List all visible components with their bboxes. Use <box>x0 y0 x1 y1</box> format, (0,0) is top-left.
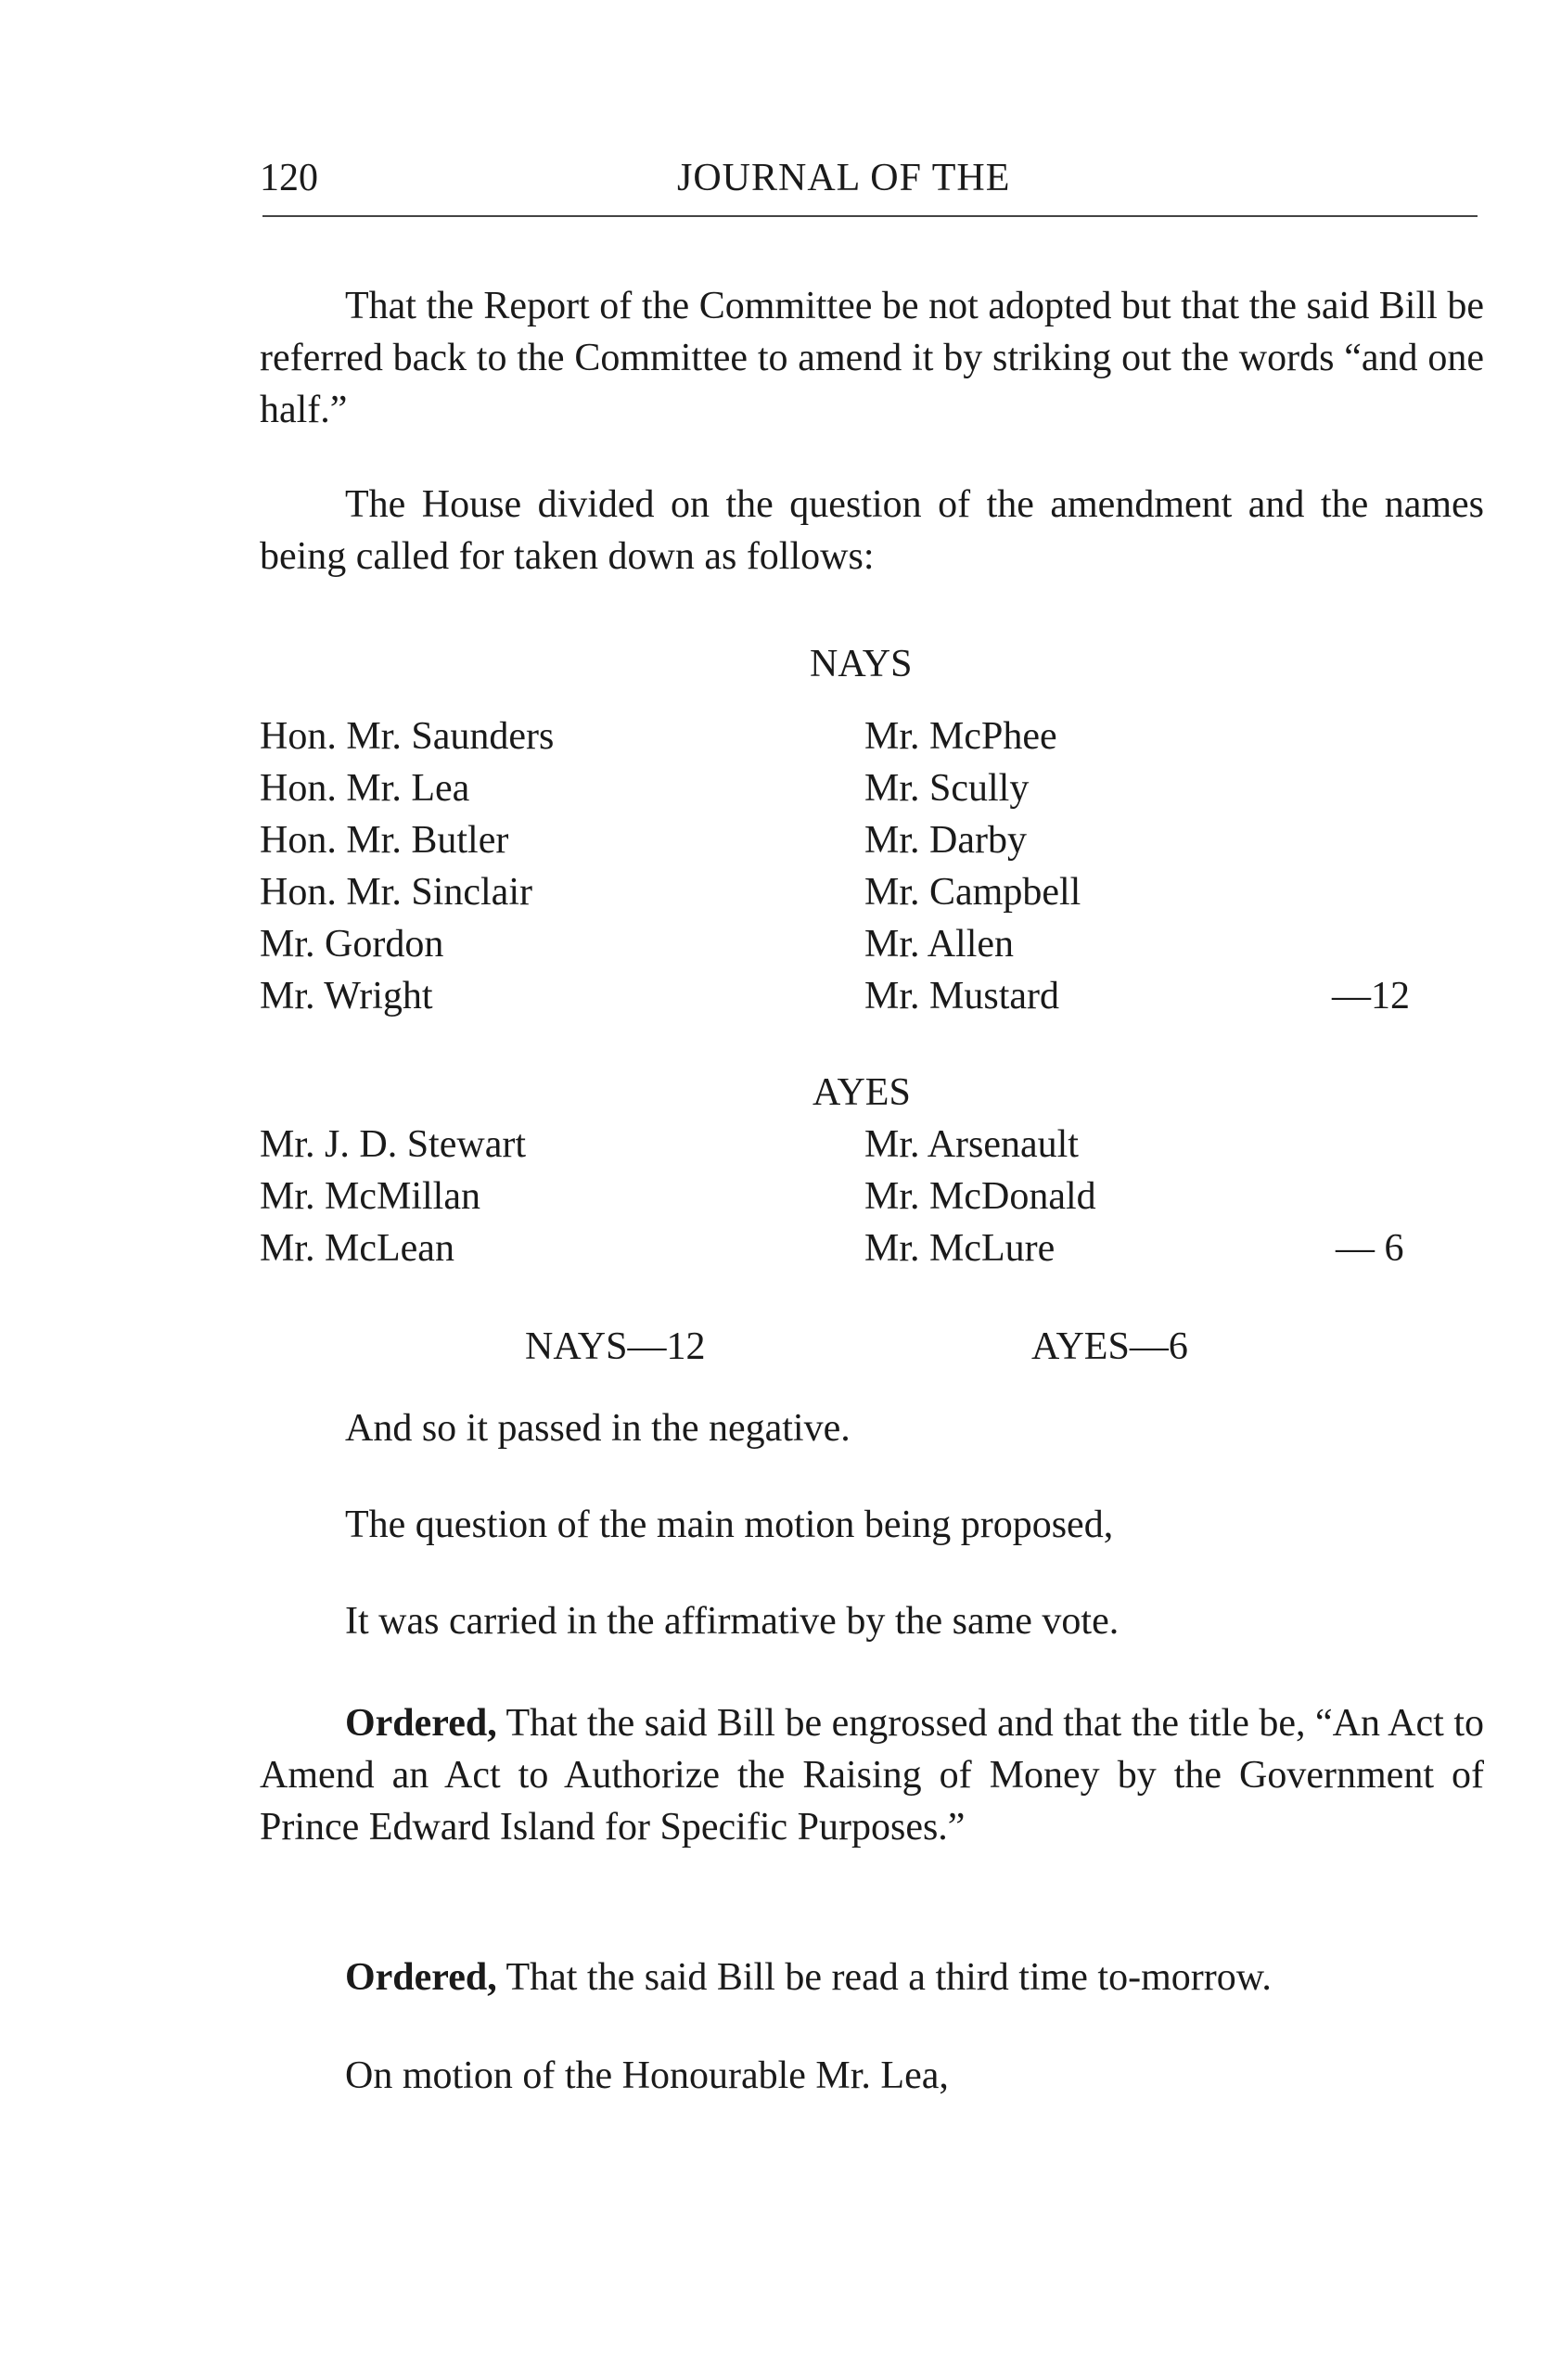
ayes-name: Mr. McDonald <box>864 1175 1096 1218</box>
tally-ayes: AYES—6 <box>1031 1325 1188 1368</box>
closing-line: On motion of the Honourable Mr. Lea, <box>345 2054 949 2097</box>
ayes-name: Mr. McLean <box>260 1227 454 1270</box>
line-carried: It was carried in the affirmative by the same vote. <box>345 1600 1120 1643</box>
nays-name: Mr. Campbell <box>864 871 1081 914</box>
ayes-name: Mr. J. D. Stewart <box>260 1123 526 1166</box>
nays-left-column <box>260 710 554 1022</box>
ayes-left-column <box>260 1119 526 1274</box>
ayes-right-column <box>864 1119 1096 1274</box>
nays-name: Hon. Mr. Lea <box>260 767 470 810</box>
tally-nays: NAYS—12 <box>525 1325 706 1368</box>
nays-name: Mr. Allen <box>864 923 1015 966</box>
paragraph-order-title <box>260 1697 1484 1853</box>
paragraph-order-reading <box>260 1951 1484 2003</box>
nays-name: Mr. Gordon <box>260 923 444 966</box>
nays-name: Hon. Mr. Saunders <box>260 715 555 758</box>
nays-name: Hon. Mr. Butler <box>260 819 509 862</box>
ayes-name: Mr. McLure <box>864 1227 1056 1270</box>
ayes-name: Mr. McMillan <box>260 1175 480 1218</box>
paragraph-division-text: The House divided on the question of the amendment and the names being called for taken down as follows: <box>260 483 1484 578</box>
paragraph-report-text: That the Report of the Committee be not adopted but that the said Bill be referred back to the Committee to amend it by striking out the words “and one half.” <box>260 285 1484 431</box>
nays-name: Mr. McPhee <box>864 715 1057 758</box>
ayes-name: Mr. Arsenault <box>864 1123 1079 1166</box>
nays-name: Hon. Mr. Sinclair <box>260 871 532 914</box>
running-title: JOURNAL OF THE <box>677 157 1011 199</box>
nays-name: Mr. Scully <box>864 767 1030 810</box>
paragraph-report <box>260 280 1484 436</box>
ordered-text: That the said Bill be engrossed and that the title be, “An Act to Amend an Act to Authorize the Raising of Money by the Government of Prince Edward Island for Specific Purposes.” <box>260 1702 1484 1849</box>
ordered-text: That the said Bill be read a third time to-morrow. <box>496 1956 1272 1999</box>
ayes-total: — 6 <box>1336 1227 1404 1270</box>
nays-name: Mr. Darby <box>864 819 1027 862</box>
nays-name: Mr. Mustard <box>864 975 1059 1017</box>
line-negative: And so it passed in the negative. <box>345 1407 851 1450</box>
line-main-motion: The question of the main motion being proposed, <box>345 1503 1114 1546</box>
nays-heading: NAYS <box>810 643 913 685</box>
page-number: 120 <box>260 157 318 199</box>
nays-right-column <box>864 710 1081 1022</box>
header-rule <box>262 215 1478 217</box>
nays-name: Mr. Wright <box>260 975 433 1017</box>
ordered-label: Ordered, <box>345 1702 497 1745</box>
ayes-heading: AYES <box>812 1071 911 1114</box>
paragraph-division <box>260 479 1484 582</box>
nays-total: —12 <box>1332 975 1410 1017</box>
ordered-label: Ordered, <box>345 1956 497 1999</box>
